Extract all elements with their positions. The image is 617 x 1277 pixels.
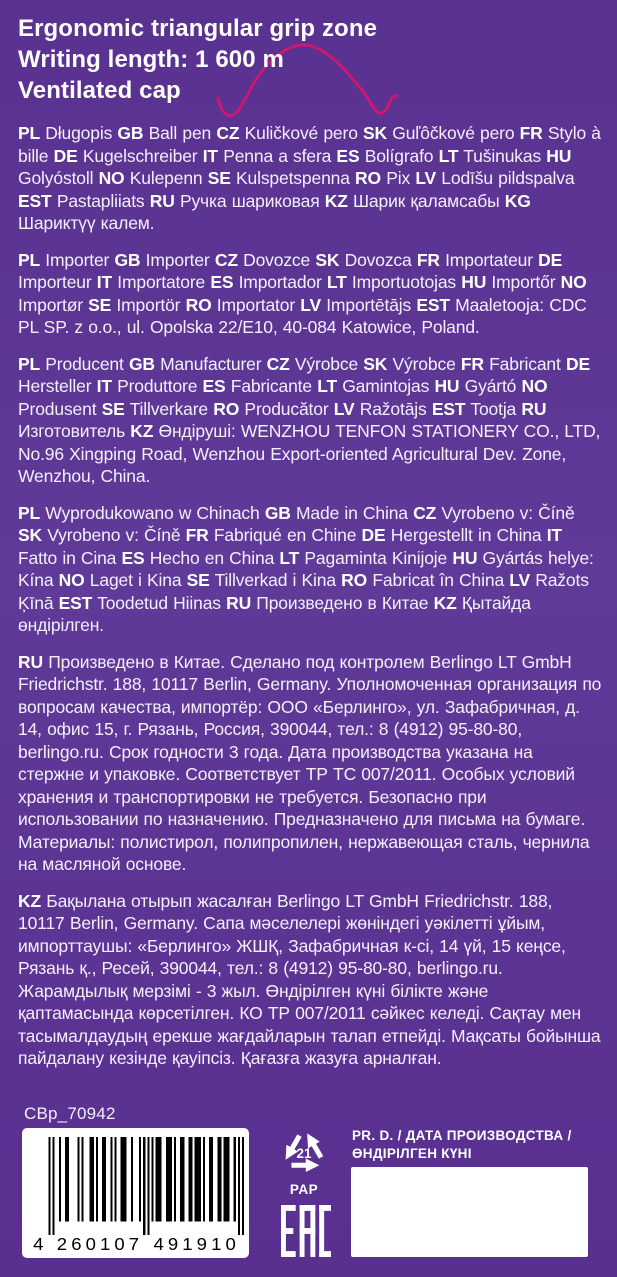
svg-text:4: 4 xyxy=(152,1234,164,1255)
eac-mark-icon xyxy=(281,1205,331,1262)
svg-text:0: 0 xyxy=(85,1234,96,1255)
recycling-21-pap-icon xyxy=(277,1124,331,1197)
svg-text:9: 9 xyxy=(196,1234,207,1255)
svg-text:1: 1 xyxy=(181,1234,193,1255)
header-line-1: Ergonomic triangular grip zone xyxy=(18,15,378,42)
svg-text:9: 9 xyxy=(167,1234,178,1255)
paragraph-manufacturer: PL Producent GB Manufacturer CZ Výrobce SK Výrobce FR Fabricant DE Hersteller IT Produttore ES Fabricante LT Gamintojas HU Gyártó NO Produsent SE Tillverkare RO Producător LV Ražotājs EST Tootja RU Изготовитель KZ Өндіруші: WENZHOU TENFON STATIONERY CO., LTD, No.96 Xingping Road, Wenzhou Export-oriented Agricultural Dev. Zone, Wenzhou, China. xyxy=(18,353,601,486)
production-date-label xyxy=(352,1127,602,1162)
multilingual-paragraphs xyxy=(0,106,617,1070)
svg-text:0: 0 xyxy=(113,1234,125,1255)
sku-code: CBp_70942 xyxy=(24,1104,116,1123)
svg-text:6: 6 xyxy=(70,1234,81,1255)
svg-text:0: 0 xyxy=(224,1234,236,1255)
paragraph-made-in: PL Wyprodukowano w Chinach GB Made in China CZ Vyrobeno v: Číně SK Vyrobeno v: Číně FR Fabriqué en Chine DE Hergestellt in China IT Fatto in Cina ES Hecho en China LT Pagaminta Kinijoje HU Gyártás helye: Kína NO Laget i Kina SE Tillverkad i Kina RO Fabricat în China LV Ražots Ķīnā EST Toodetud Hiinas RU Произведено в Китае KZ Қытайда өндірілген. xyxy=(18,502,594,635)
paragraph-kz-legal: KZ Бақылана отырып жасалған Berlingo LT GmbH Friedrichstr. 188, 10117 Berlin, Germany. Сапа мәселелері жөніндегі уәкілетті ұйым, импорттаушы: «Берлинго» ЖШҚ, Зафабричная к-сі, 14 үй, 15 кеңсе, Рязань қ., Ресей, 390044, тел.: 8 (4912) 95-80-80, berlingo.ru. Жарамдылық мерзімі - 3 жыл. Өндірілген күні білікте және қаптамасында көрсетілген. КО ТР 007/2011 сәйкес келеді. Сақтау мен тасымалдаудың ерекше жағдайларын талап етпейді. Мақсаты бойынша пайдалану кезінде қауіпсіз. Қағазға жазуға арналған. xyxy=(18,890,601,1068)
svg-text:2: 2 xyxy=(56,1234,67,1255)
svg-text:1: 1 xyxy=(99,1234,110,1255)
recycle-triangle-icon xyxy=(277,1124,331,1176)
header-line-3: Ventilated cap xyxy=(18,77,181,104)
svg-text:4: 4 xyxy=(32,1234,43,1255)
production-date-stamp-box xyxy=(351,1167,588,1257)
header-line-2: Writing length: 1 600 m xyxy=(18,46,284,73)
svg-text:7: 7 xyxy=(128,1234,139,1255)
ean13-barcode-svg xyxy=(28,1135,244,1256)
label-header xyxy=(0,0,617,106)
svg-text:1: 1 xyxy=(210,1234,221,1255)
paragraph-importer: PL Importer GB Importer CZ Dovozce SK Dovozca FR Importateur DE Importeur IT Importatore ES Importador LT Importuotojas HU Importőr NO Importør SE Importör RO Importator LV Importētājs EST Maaletooja: CDC PL SP. z o.o., ul. Opolska 22/E10, 40-084 Katowice, Poland. xyxy=(18,249,587,337)
paragraph-product-name: PL Długopis GB Ball pen CZ Kuličkové pero SK Guľôčkové pero FR Stylo à bille DE Kugelschreiber IT Penna a sfera ES Bolígrafo LT Tušinukas HU Golyóstoll NO Kulepenn SE Kulspetspenna RO Pix LV Lodīšu pildspalva EST Pastapliiats RU Ручка шариковая KZ Шарик қаламсабы KG Шариктүү калем. xyxy=(18,123,601,233)
production-date-line-1: PR. D. / ДАТА ПРОИЗВОДСТВА / xyxy=(352,1128,572,1143)
recycle-number: 21 xyxy=(296,1146,312,1162)
ean13-barcode xyxy=(22,1128,249,1258)
production-date-line-2: ӨНДІРІЛГЕН КҮНІ xyxy=(352,1145,472,1161)
paragraph-ru-legal: RU Произведено в Китае. Сделано под контролем Berlingo LT GmbH Friedrichstr. 188, 10117 Berlin, Germany. Уполномоченная организация по вопросам качества, импортёр: ООО «Берлинго», ул. Зафабричная, д. 14, офис 15, г. Рязань, Россия, 390044, тел.: 8 (4912) 95-80-80, berlingo.ru. Срок годности 3 года. Дата производства указана на стержне и упаковке. Соответствует ТР ТС 007/2011. Особых условий хранения и транспортировки не требуется. Безопасно при использовании по назначению. Предназначено для письма на бумаге. Материалы: полистирол, полипропилен, нержавеющая сталь, чернила на масляной основе. xyxy=(18,651,602,874)
recycle-material-label: PAP xyxy=(289,1182,319,1197)
